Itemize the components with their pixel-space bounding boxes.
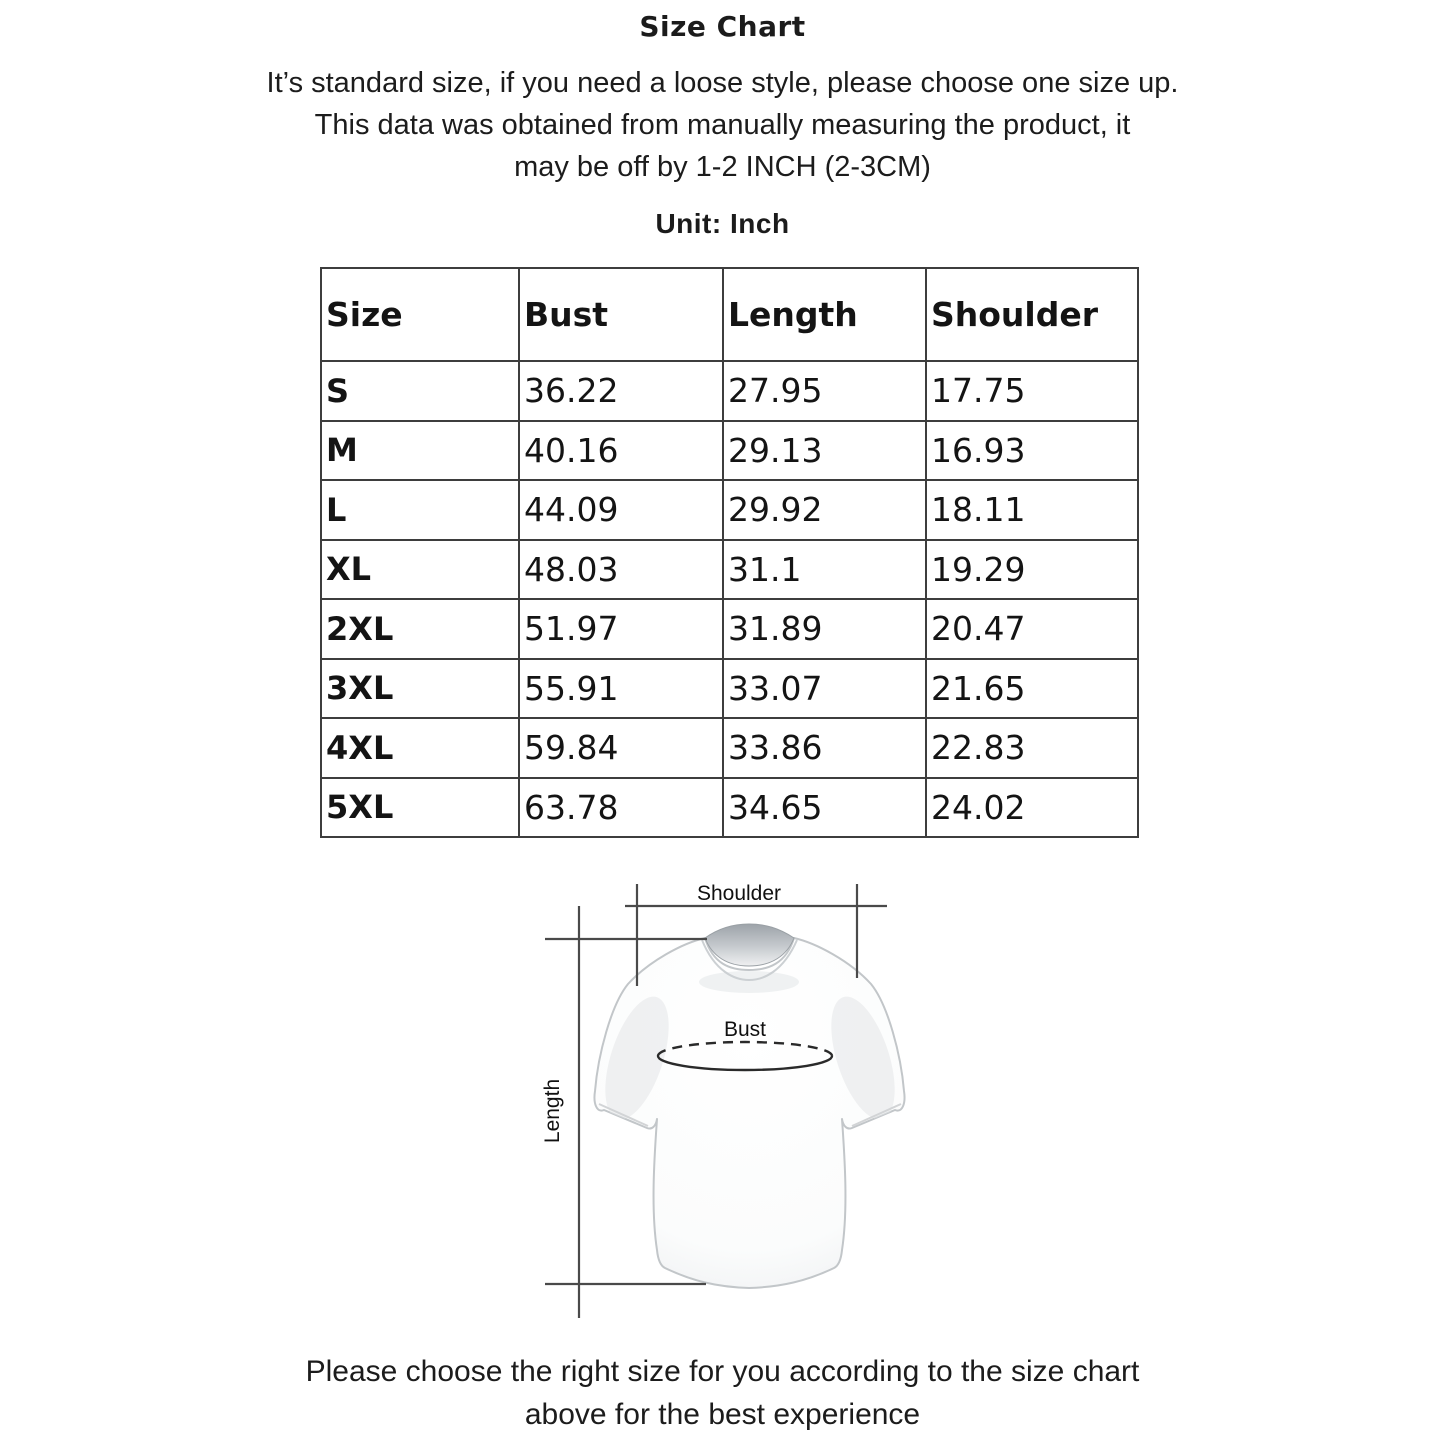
shoulder-value: 24.02: [926, 778, 1138, 838]
bust-diagram-label: Bust: [723, 1018, 767, 1041]
size-label: XL: [321, 540, 519, 600]
size-label: L: [321, 480, 519, 540]
bust-value: 48.03: [519, 540, 723, 600]
size-table: [320, 267, 1139, 838]
size-label: 3XL: [321, 659, 519, 719]
bust-value: 55.91: [519, 659, 723, 719]
intro-line-1: It’s standard size, if you need a loose style, please choose one size up.: [266, 67, 1179, 99]
bust-value: 51.97: [519, 599, 723, 659]
size-label: 5XL: [321, 778, 519, 838]
size-label: 2XL: [321, 599, 519, 659]
footer-line-2: above for the best experience: [524, 1398, 921, 1431]
length-value: 31.1: [723, 540, 926, 600]
bust-value: 59.84: [519, 718, 723, 778]
shoulder-value: 21.65: [926, 659, 1138, 719]
shoulder-value: 16.93: [926, 421, 1138, 481]
table-row: [321, 659, 1138, 719]
tshirt-graphic: [592, 924, 907, 1288]
bust-value: 40.16: [519, 421, 723, 481]
size-label: M: [321, 421, 519, 481]
bust-value: 63.78: [519, 778, 723, 838]
length-value: 34.65: [723, 778, 926, 838]
shoulder-value: 17.75: [926, 361, 1138, 421]
shoulder-value: 18.11: [926, 480, 1138, 540]
table-row: [321, 718, 1138, 778]
length-value: 33.86: [723, 718, 926, 778]
table-row: [321, 540, 1138, 600]
table-row: [321, 480, 1138, 540]
table-row: [321, 778, 1138, 838]
size-label: S: [321, 361, 519, 421]
length-value: 27.95: [723, 361, 926, 421]
unit-label: Unit: Inch: [655, 208, 790, 239]
page-title: Size Chart: [639, 10, 806, 43]
measurement-diagram: [535, 876, 965, 1331]
table-row: [321, 599, 1138, 659]
intro-text: [0, 62, 1445, 188]
size-table-header-row: [321, 268, 1138, 361]
shoulder-value: 20.47: [926, 599, 1138, 659]
shoulder-value: 22.83: [926, 718, 1138, 778]
table-row: [321, 361, 1138, 421]
length-value: 31.89: [723, 599, 926, 659]
col-header-bust: Bust: [519, 268, 723, 361]
intro-line-2: This data was obtained from manually measuring the product, it: [314, 109, 1131, 141]
intro-line-3: may be off by 1-2 INCH (2-3CM): [514, 151, 931, 183]
col-header-size: Size: [321, 268, 519, 361]
length-diagram-label: Length: [541, 1078, 564, 1144]
footer-line-1: Please choose the right size for you according to the size chart: [305, 1355, 1140, 1388]
bust-value: 36.22: [519, 361, 723, 421]
size-label: 4XL: [321, 718, 519, 778]
length-value: 29.92: [723, 480, 926, 540]
col-header-shoulder: Shoulder: [926, 268, 1138, 361]
bust-value: 44.09: [519, 480, 723, 540]
length-value: 33.07: [723, 659, 926, 719]
shoulder-value: 19.29: [926, 540, 1138, 600]
table-row: [321, 421, 1138, 481]
length-value: 29.13: [723, 421, 926, 481]
col-header-length: Length: [723, 268, 926, 361]
shoulder-diagram-label: Shoulder: [696, 882, 782, 905]
footer-text: [0, 1350, 1445, 1436]
